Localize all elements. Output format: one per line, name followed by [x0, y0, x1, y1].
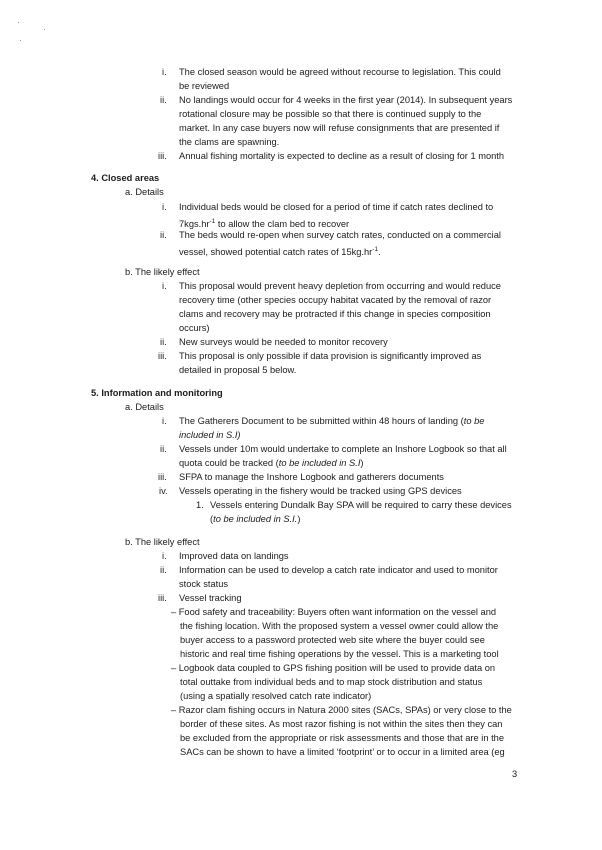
- list-number: iv.: [159, 486, 168, 496]
- list-item-text: detailed in proposal 5 below.: [179, 365, 297, 375]
- list-number: i.: [162, 202, 167, 212]
- list-item-text: No landings would occur for 4 weeks in the first year (2014). In subsequent years: [179, 95, 513, 105]
- list-item-text: vessel, showed potential catch rates of $15kg.hr^{-1}$.: [179, 246, 381, 258]
- list-number: ii.: [160, 230, 167, 240]
- scan-speck: [20, 40, 21, 41]
- subsection-heading: b. The likely effect: [125, 537, 200, 547]
- list-number: ii.: [160, 95, 167, 105]
- dash-item-text: be excluded from the appropriate or risk assessments and those that are in the: [180, 733, 505, 743]
- scan-speck: [18, 22, 19, 23]
- list-item-text: the clams are spawning.: [179, 137, 280, 147]
- list-number: i.: [162, 416, 167, 426]
- page-number: 3: [512, 769, 518, 779]
- list-item-text: (to be included in S.I.): [210, 514, 301, 524]
- list-item-text: Improved data on landings: [179, 551, 289, 561]
- section-heading: 4. Closed areas: [91, 173, 160, 183]
- list-item-text: SFPA to manage the Inshore Logbook and gatherers documents: [179, 472, 444, 482]
- list-item-text: stock status: [179, 579, 229, 589]
- list-item-text: This proposal is only possible if data provision is significantly improved as: [179, 351, 482, 361]
- list-number: 1.: [196, 500, 204, 510]
- list-number: ii.: [160, 565, 167, 575]
- list-item-text: rotational closure may be possible so that there is continued supply to the: [179, 109, 482, 119]
- list-item-text: $7kgs.hr^{-1}$ to allow the clam bed to recover: [179, 218, 350, 230]
- list-item-text: recovery time (other species occupy habitat vacated by the removal of razor: [179, 295, 492, 305]
- list-number: ii.: [160, 444, 167, 454]
- dash-item-text: the fishing location. With the proposed system a vessel owner could allow the: [180, 621, 499, 631]
- list-item-text: The Gatherers Document to be submitted within 48 hours of landing (to be: [179, 416, 485, 426]
- subsection-heading: a. Details: [125, 402, 164, 412]
- list-item-text: be reviewed: [179, 81, 230, 91]
- scan-speck: [44, 29, 45, 30]
- list-item-text: The beds would re-open when survey catch rates, conducted on a commercial: [179, 230, 501, 240]
- list-item-text: Vessels operating in the fishery would be tracked using GPS devices: [179, 486, 462, 496]
- dash-item-text: (using a spatially resolved catch rate indicator): [180, 691, 372, 701]
- list-item-text: New surveys would be needed to monitor recovery: [179, 337, 388, 347]
- list-item-text: Vessels under 10m would undertake to complete an Inshore Logbook so that all: [179, 444, 507, 454]
- list-item-text: Individual beds would be closed for a period of time if catch rates declined to: [179, 202, 494, 212]
- list-number: i.: [162, 67, 167, 77]
- list-item-text: Information can be used to develop a catch rate indicator and used to monitor: [179, 565, 498, 575]
- list-item-text: Annual fishing mortality is expected to decline as a result of closing for 1 month: [179, 151, 505, 161]
- list-item-text: market. In any case buyers now will refuse consignments that are presented if: [179, 123, 500, 133]
- list-number: iii.: [158, 151, 167, 161]
- list-number: iii.: [158, 351, 167, 361]
- subsection-heading: a. Details: [125, 187, 164, 197]
- list-item-text: quota could be tracked (to be included in S.I): [179, 458, 364, 468]
- dash-item-text: – Food safety and traceability: Buyers often want information on the vessel and: [171, 607, 497, 617]
- list-number: iii.: [158, 472, 167, 482]
- dash-item-text: buyer access to a password protected web site where the buyer could see: [180, 635, 485, 645]
- list-item-text: This proposal would prevent heavy depletion from occurring and would reduce: [179, 281, 501, 291]
- list-number: iii.: [158, 593, 167, 603]
- dash-item-text: SACs can be shown to have a limited ‘footprint’ or to occur in a limited area (eg: [180, 747, 505, 757]
- list-item-text: Vessel tracking: [179, 593, 242, 603]
- dash-item-text: total outtake from individual beds and to map stock distribution and status: [180, 677, 483, 687]
- dash-item-text: border of these sites. As most razor fishing is not within the sites then they can: [180, 719, 503, 729]
- section-heading: 5. Information and monitoring: [91, 388, 223, 398]
- subsection-heading: b. The likely effect: [125, 267, 200, 277]
- list-item-text: The closed season would be agreed without recourse to legislation. This could: [179, 67, 501, 77]
- list-number: i.: [162, 551, 167, 561]
- list-item-text: clams and recovery may be protracted if this change in species composition: [179, 309, 491, 319]
- list-number: i.: [162, 281, 167, 291]
- list-item-text: Vessels entering Dundalk Bay SPA will be required to carry these devices: [210, 500, 512, 510]
- dash-item-text: – Logbook data coupled to GPS fishing position will be used to provide data on: [171, 663, 496, 673]
- list-item-text: occurs): [179, 323, 210, 333]
- list-number: ii.: [160, 337, 167, 347]
- list-item-text: included in S.I): [179, 430, 241, 440]
- dash-item-text: – Razor clam fishing occurs in Natura 2000 sites (SACs, SPAs) or very close to the: [171, 705, 512, 715]
- dash-item-text: historic and real time fishing operations by the vessel. This is a marketing tool: [180, 649, 499, 659]
